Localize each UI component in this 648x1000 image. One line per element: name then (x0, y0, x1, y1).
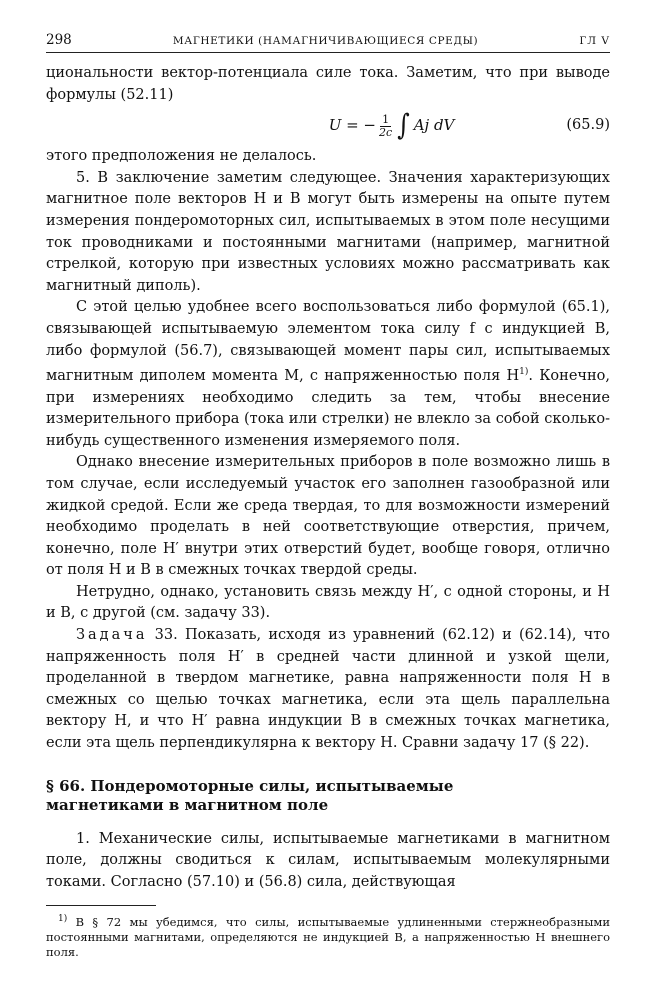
integral-sign: ∫ (397, 108, 410, 143)
running-header (46, 32, 610, 53)
paragraph-instruments: Однако внесение измерительных приборов в поле возможно лишь в том случае, если исследуемый участок его заполнен газообразной или жидкой средой. Если же среда твердая, то для возможности измерений необходимо проделать в ней соответствующие отверстия, причем, конечно, поле H′ внутри этих отверстий будет, вообще говоря, отлично от поля H и B в смежных точках твердой среды. (46, 454, 610, 579)
footnote-rule (46, 905, 156, 906)
task-text: 33. Показать, исходя из уравнений (62.12) и (62.14), что напряженность поля H′ в средней части длинной и узкой щели, проделанной в твердом магнетике, равна напряженности поля H в смежных со щелью точках магнетика, если эта щель параллельна вектору H, и что H′ равна индукции B в смежных точках магнетика, если эта щель перпендикулярна к вектору H. Сравни задачу 17 (§ 22). (46, 627, 610, 752)
footnote-reference: 1) (519, 367, 529, 378)
paragraph-measurement (46, 297, 610, 452)
task-label: Задача (76, 627, 148, 644)
paragraph-item-5: 5. В заключение заметим следующее. Значения характеризующих магнитное поле векторов H и B могут быть измерены на опыте путем измерения пондеромоторных сил, испытываемых в этом поле несущими ток проводниками и постоянными магнитами (например, магнитной стрелкой, которую при известных условиях можно рассматривать как магнитный диполь). (46, 169, 610, 294)
section-heading (46, 777, 610, 815)
paragraph-measurement-tail: . Конечно, при измерениях необходимо следить за тем, чтобы внесение измерительного прибора (тока или стрелки) не влекло за собой сколько-нибудь существенного изменения измеряемого поля. (46, 367, 611, 449)
chapter-label: ГЛ V (579, 35, 610, 47)
formula-fraction (379, 114, 392, 139)
formula-65-9 (46, 106, 610, 146)
paragraph-continuation: циональности вектор-потенциала силе тока. Заметим, что при выводе формулы (52.11) (46, 65, 610, 103)
footnote (46, 905, 610, 960)
footnote-text: В § 72 мы убедимся, что силы, испытываемые удлиненными стержнеобразными постоянными магнитами, определяются не индукцией B, а напряженностью H внешнего поля. (46, 914, 610, 959)
paragraph-relation: Нетрудно, однако, установить связь между H′, с одной стороны, и H и B, с другой (см. задачу 33). (46, 583, 610, 622)
formula-expression (328, 108, 455, 143)
footnote-text-block (46, 912, 610, 960)
section-title-line-2: магнетиками в магнитном поле (46, 795, 329, 814)
page-body (46, 63, 610, 893)
task-33 (46, 625, 610, 755)
equation-number: (65.9) (566, 117, 610, 134)
formula-lhs: U = − (328, 116, 377, 135)
page-number: 298 (46, 32, 72, 48)
section-title-line-1: § 66. Пондеромоторные силы, испытываемые (46, 776, 454, 795)
fraction-denominator: 2c (379, 125, 393, 139)
paragraph-after-formula: этого предположения не делалось. (46, 148, 317, 165)
footnote-marker: 1) (58, 914, 68, 924)
fraction-numerator: 1 (382, 112, 390, 126)
paragraph-measurement-text: С этой целью удобнее всего воспользоваться либо формулой (65.1), связывающей испытываемую элементом тока силу f с индукцией B, либо формулой (56.7), связывающей момент пары сил, испытываемых магнитным диполем момента M, с напряженностью поля H (46, 299, 610, 384)
page (46, 32, 610, 893)
formula-integrand: Aj dV (413, 116, 455, 135)
paragraph-section-66: 1. Механические силы, испытываемые магнетиками в магнитном поле, должны сводиться к силам, испытываемым молекулярными токами. Согласно (57.10) и (56.8) сила, действующая (46, 830, 610, 890)
running-title: МАГНЕТИКИ (НАМАГНИЧИВАЮЩИЕСЯ СРЕДЫ) (172, 35, 479, 47)
